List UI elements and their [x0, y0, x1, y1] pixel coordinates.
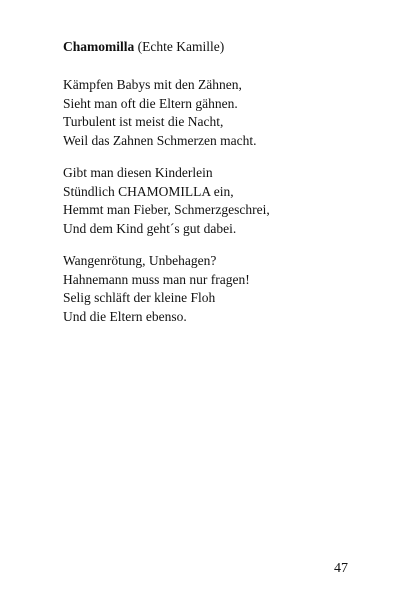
verse-line: Und dem Kind geht´s gut dabei. — [63, 220, 237, 236]
stanza-2 — [63, 164, 270, 238]
verse-line: Selig schläft der kleine Floh — [63, 290, 216, 305]
verse-line: Weil das Zahnen Schmerzen macht. — [63, 132, 257, 148]
verse-line: Turbulent ist meist die Nacht, — [63, 114, 224, 129]
verse-line: Wangenrötung, Unbehagen? — [63, 253, 217, 268]
verse-line: Sieht man oft die Eltern gähnen. — [63, 95, 238, 111]
poem-title — [63, 38, 224, 56]
verse-line: Hahnemann muss man nur fragen! — [63, 271, 250, 287]
remedy-name: Chamomilla — [63, 39, 135, 54]
verse-line: Kämpfen Babys mit den Zähnen, — [63, 77, 242, 92]
page-number: 47 — [334, 561, 348, 576]
stanza-3 — [63, 252, 250, 326]
stanza-1 — [63, 76, 256, 150]
remedy-subtitle: (Echte Kamille) — [137, 39, 225, 54]
verse-line: Gibt man diesen Kinderlein — [63, 165, 213, 180]
verse-line: Stündlich CHAMOMILLA ein, — [63, 183, 234, 199]
verse-line: Hemmt man Fieber, Schmerzgeschrei, — [63, 202, 270, 217]
verse-line: Und die Eltern ebenso. — [63, 308, 187, 324]
